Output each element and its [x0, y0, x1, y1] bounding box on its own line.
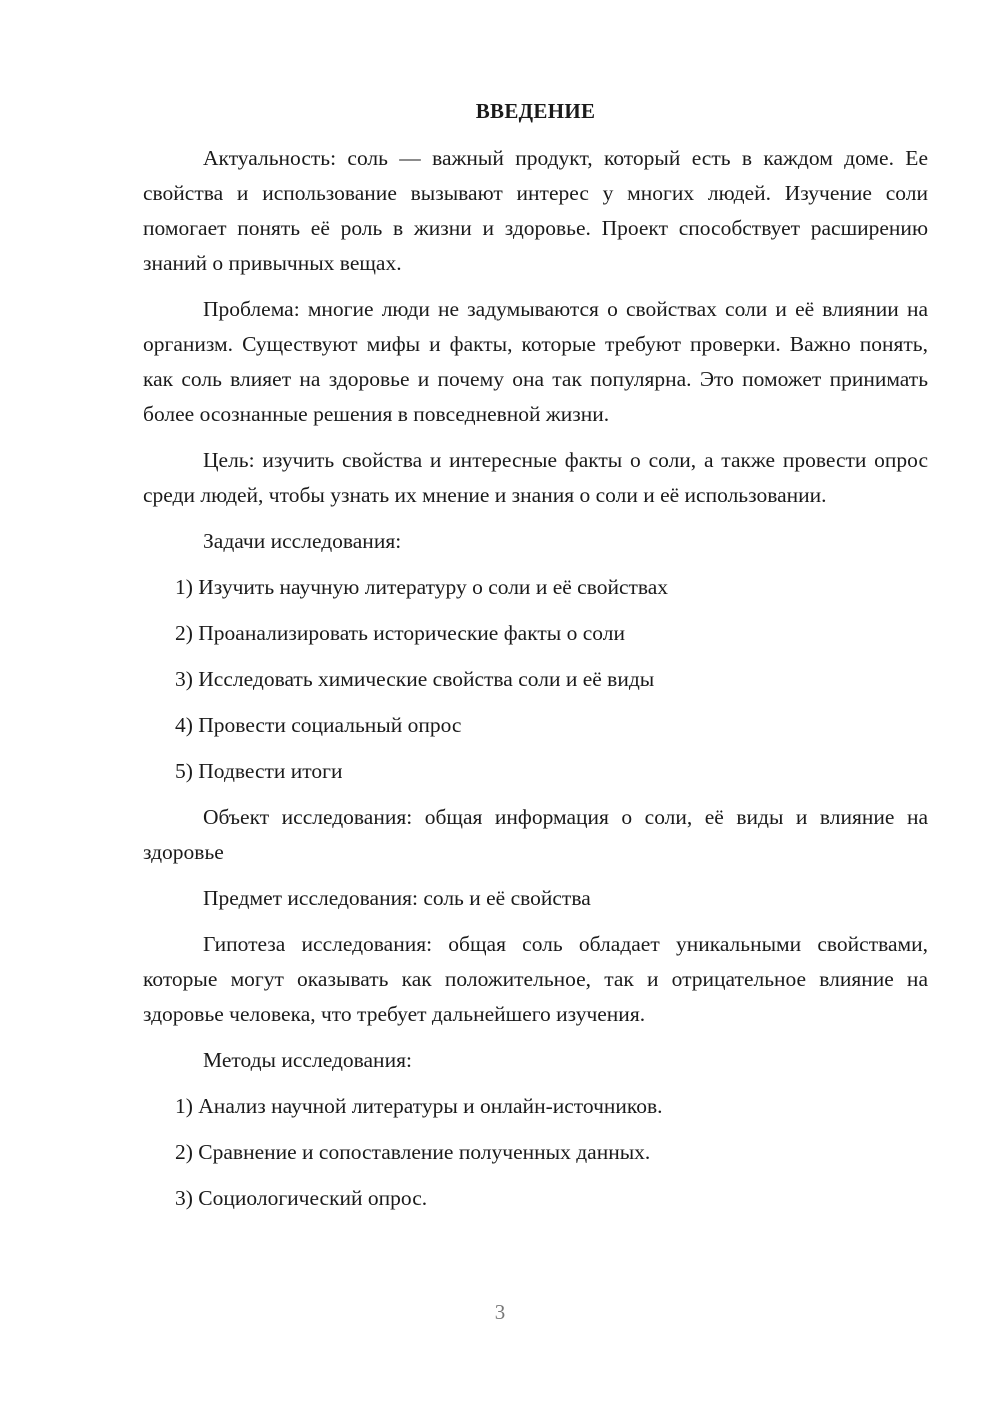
method-item: 2) Сравнение и сопоставление полученных данных.: [175, 1140, 651, 1164]
page-title: ВВЕДЕНИЕ: [475, 99, 596, 123]
tasks-list: [143, 570, 928, 789]
relevance-paragraph: Актуальность: соль — важный продукт, который есть в каждом доме. Ее свойства и использование вызывают интерес у многих людей. Изучение соли помогает понять её роль в жизни и здоровье. Проект способствует расширению знаний о привычных вещах.: [143, 146, 928, 275]
task-item: 1) Изучить научную литературу о соли и её свойствах: [175, 575, 669, 599]
task-item: 2) Проанализировать исторические факты о соли: [175, 621, 625, 645]
problem-paragraph: Проблема: многие люди не задумываются о свойствах соли и её влиянии на организм. Существуют мифы и факты, которые требуют проверки. Важно понять, как соль влияет на здоровье и почему она так популярна. Это поможет принимать более осознанные решения в повседневной жизни.: [143, 297, 928, 426]
tasks-heading: Задачи исследования:: [203, 529, 402, 553]
task-item: 5) Подвести итоги: [175, 759, 343, 783]
document-page: [143, 94, 928, 1227]
goal-paragraph: Цель: изучить свойства и интересные факты о соли, а также провести опрос среди людей, чтобы узнать их мнение и знания о соли и её использовании.: [143, 448, 928, 507]
task-item: 4) Провести социальный опрос: [175, 713, 462, 737]
page-number: 3: [494, 1300, 506, 1324]
object-paragraph: Объект исследования: общая информация о соли, её виды и влияние на здоровье: [143, 805, 928, 864]
task-item: 3) Исследовать химические свойства соли и её виды: [175, 667, 655, 691]
subject-line: Предмет исследования: соль и её свойства: [203, 886, 591, 910]
hypothesis-paragraph: Гипотеза исследования: общая соль обладает уникальными свойствами, которые могут оказывать как положительное, так и отрицательное влияние на здоровье человека, что требует дальнейшего изучения.: [143, 932, 928, 1026]
methods-heading: Методы исследования:: [203, 1048, 412, 1072]
methods-list: [143, 1089, 928, 1216]
method-item: 1) Анализ научной литературы и онлайн-источников.: [175, 1094, 663, 1118]
method-item: 3) Социологический опрос.: [175, 1186, 428, 1210]
